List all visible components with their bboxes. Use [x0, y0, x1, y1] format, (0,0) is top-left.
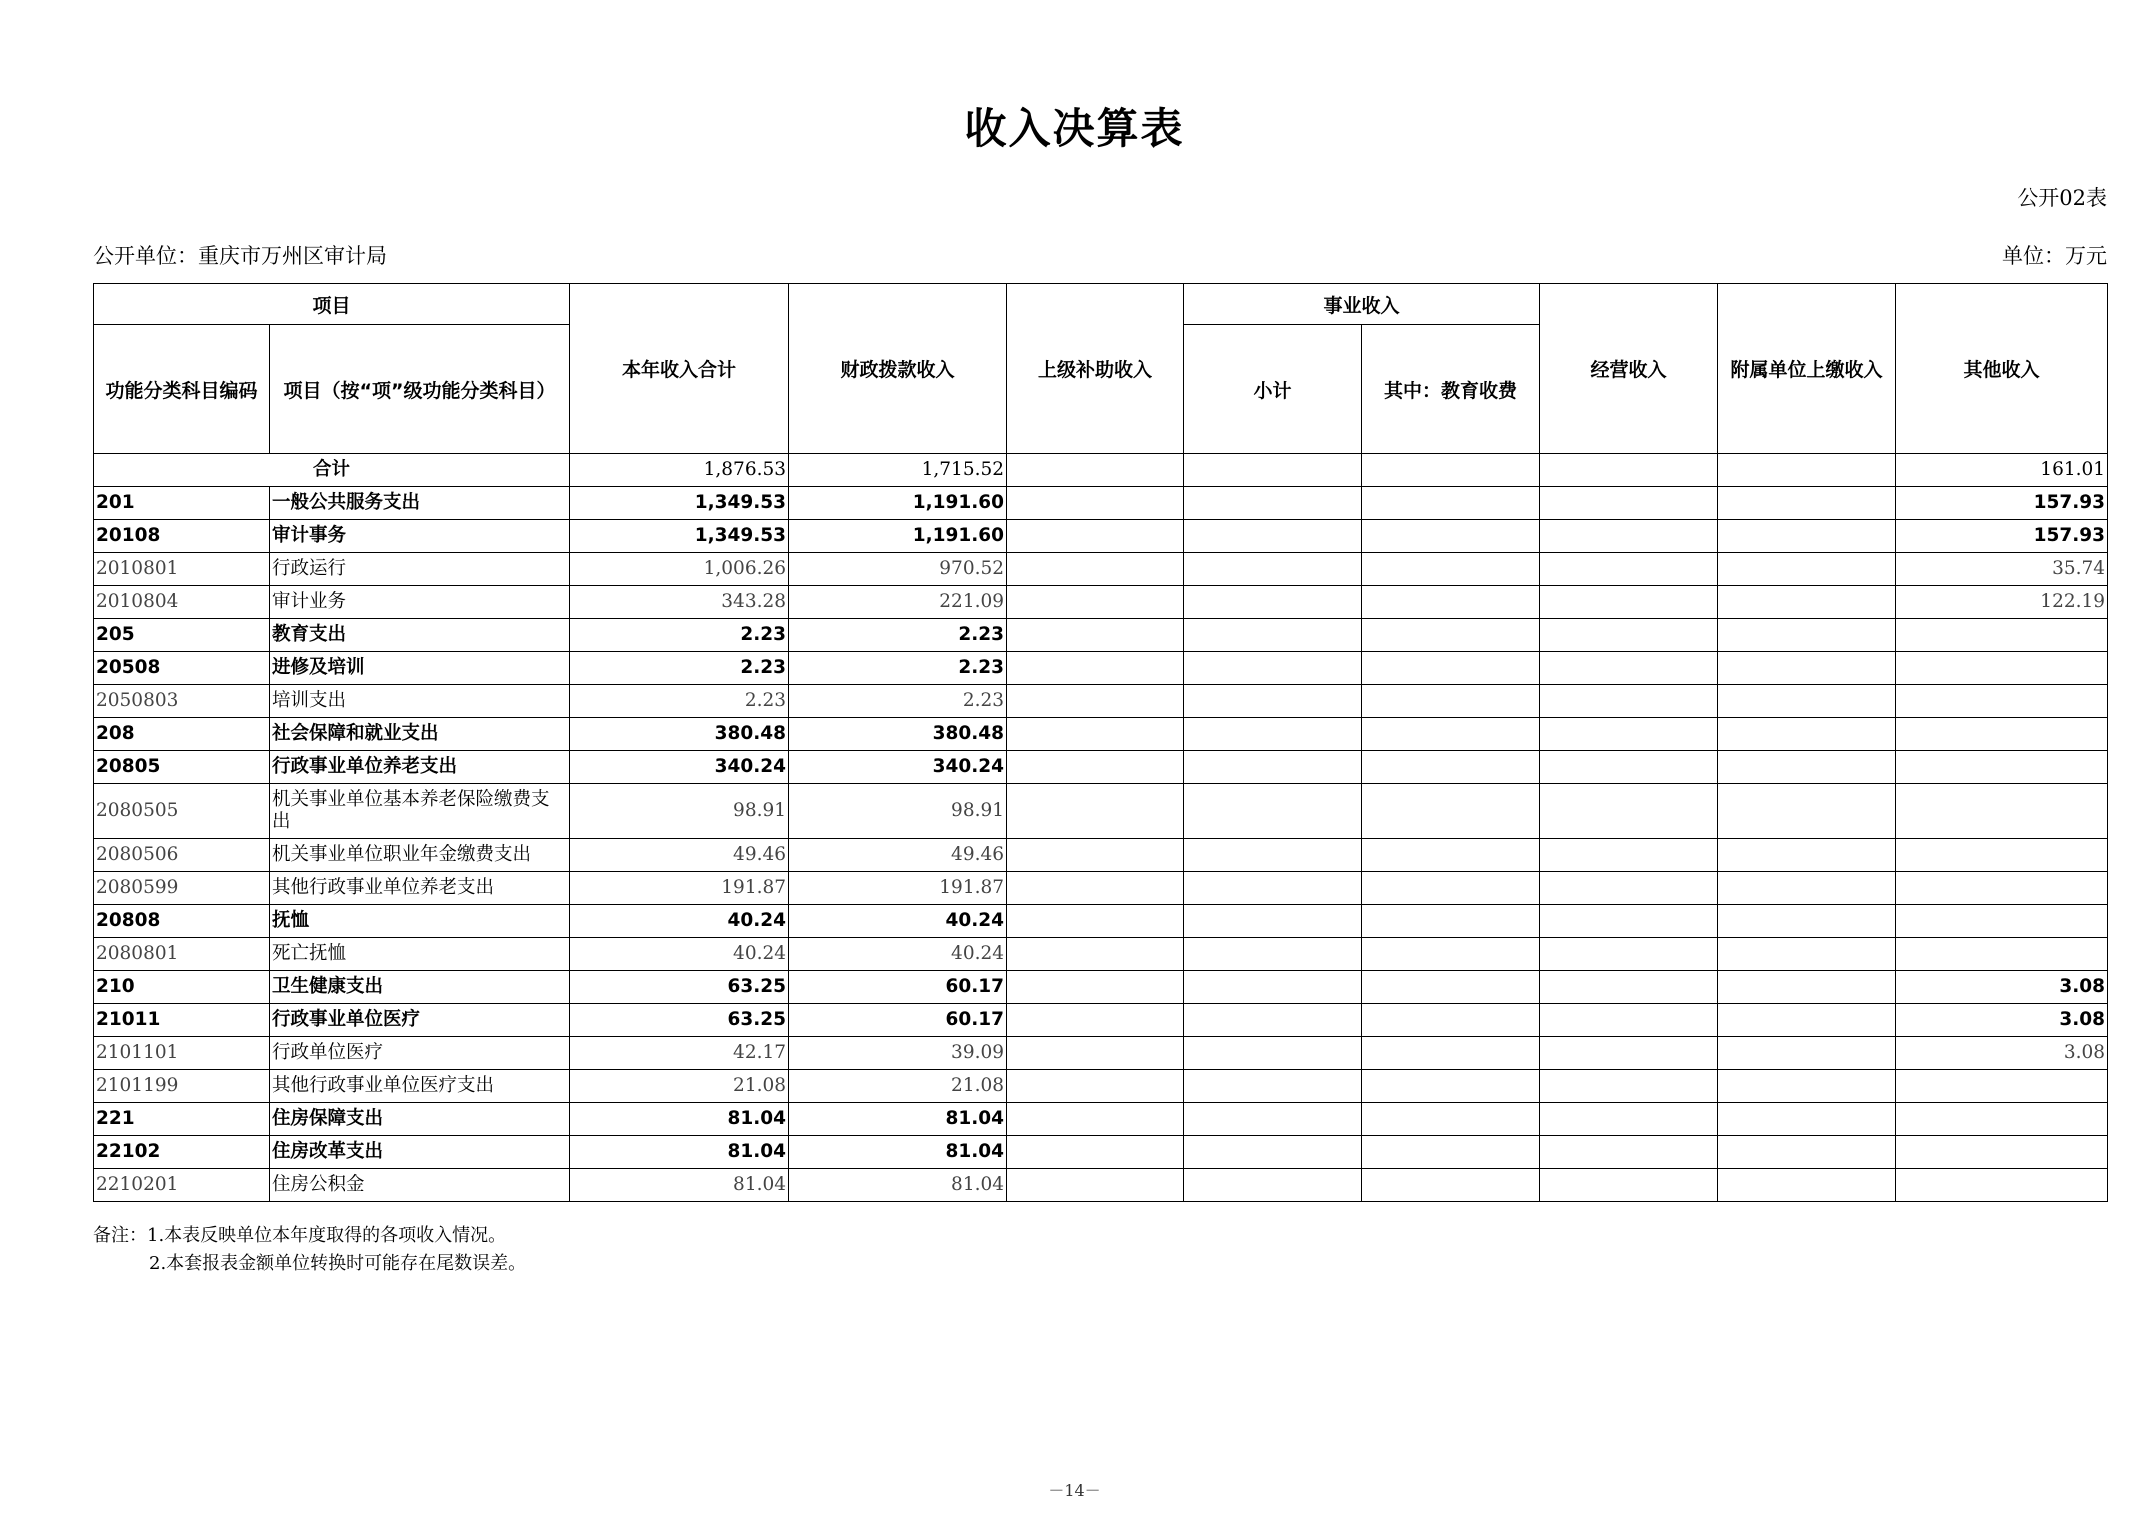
operating-income-cell: [1540, 652, 1718, 685]
education-fee-cell: [1362, 839, 1540, 872]
item-name-cell: 行政运行: [270, 553, 570, 586]
func-code-cell: 210: [94, 971, 270, 1004]
other-income-cell: [1896, 685, 2108, 718]
other-income-cell: [1896, 652, 2108, 685]
subtotal-cell: [1184, 971, 1362, 1004]
table-row: [94, 1136, 2108, 1169]
item-name-cell: 卫生健康支出: [270, 971, 570, 1004]
operating-income-cell: [1540, 971, 1718, 1004]
superior-subsidy-cell: [1007, 839, 1184, 872]
subtotal-cell: [1184, 1070, 1362, 1103]
table-row: [94, 487, 2108, 520]
table-row: [94, 784, 2108, 839]
education-fee-cell: [1362, 751, 1540, 784]
total-income-cell: 1,349.53: [570, 520, 789, 553]
fiscal-cell: 380.48: [789, 718, 1007, 751]
fiscal-cell: 81.04: [789, 1169, 1007, 1202]
total-education-cell: [1362, 454, 1540, 487]
superior-subsidy-cell: [1007, 487, 1184, 520]
func-code-cell: 2050803: [94, 685, 270, 718]
affiliated-cell: [1718, 685, 1896, 718]
subtotal-cell: [1184, 872, 1362, 905]
table-row: [94, 905, 2108, 938]
superior-subsidy-cell: [1007, 1169, 1184, 1202]
item-name-cell: 行政事业单位养老支出: [270, 751, 570, 784]
func-code-cell: 2210201: [94, 1169, 270, 1202]
education-fee-cell: [1362, 1103, 1540, 1136]
income-statement-table: [93, 283, 2108, 1202]
page-title: 收入决算表: [964, 104, 1185, 153]
total-operating-cell: [1540, 454, 1718, 487]
fiscal-cell: 1,191.60: [789, 520, 1007, 553]
table-row: [94, 971, 2108, 1004]
table-row: [94, 872, 2108, 905]
superior-subsidy-cell: [1007, 938, 1184, 971]
operating-income-cell: [1540, 905, 1718, 938]
education-fee-cell: [1362, 520, 1540, 553]
affiliated-cell: [1718, 1037, 1896, 1070]
fiscal-cell: 221.09: [789, 586, 1007, 619]
superior-subsidy-cell: [1007, 784, 1184, 839]
header-other-income: 其他收入: [1896, 284, 2108, 454]
total-superior-cell: [1007, 454, 1184, 487]
total-other-cell: 161.01: [1896, 454, 2108, 487]
affiliated-cell: [1718, 938, 1896, 971]
subtotal-cell: [1184, 520, 1362, 553]
table-row: [94, 586, 2108, 619]
page-number: －14－: [1048, 1481, 1101, 1500]
other-income-cell: [1896, 905, 2108, 938]
fiscal-cell: 39.09: [789, 1037, 1007, 1070]
table-row: [94, 553, 2108, 586]
func-code-cell: 22102: [94, 1136, 270, 1169]
fiscal-cell: 49.46: [789, 839, 1007, 872]
func-code-cell: 2080599: [94, 872, 270, 905]
item-name-cell: 机关事业单位基本养老保险缴费支出: [270, 784, 570, 839]
other-income-cell: 3.08: [1896, 971, 2108, 1004]
item-name-cell: 其他行政事业单位养老支出: [270, 872, 570, 905]
header-subtotal: 小计: [1184, 325, 1362, 454]
fiscal-cell: 2.23: [789, 619, 1007, 652]
operating-income-cell: [1540, 586, 1718, 619]
subtotal-cell: [1184, 487, 1362, 520]
form-number: 公开02表: [2017, 186, 2107, 210]
education-fee-cell: [1362, 938, 1540, 971]
fiscal-cell: 21.08: [789, 1070, 1007, 1103]
other-income-cell: [1896, 751, 2108, 784]
superior-subsidy-cell: [1007, 586, 1184, 619]
total-label: 合计: [94, 454, 570, 487]
func-code-cell: 2010801: [94, 553, 270, 586]
affiliated-cell: [1718, 1169, 1896, 1202]
fiscal-cell: 340.24: [789, 751, 1007, 784]
fiscal-cell: 2.23: [789, 685, 1007, 718]
header-func-code: 功能分类科目编码: [94, 325, 270, 454]
education-fee-cell: [1362, 553, 1540, 586]
fiscal-cell: 1,191.60: [789, 487, 1007, 520]
fiscal-cell: 40.24: [789, 938, 1007, 971]
total-subtotal-cell: [1184, 454, 1362, 487]
total-income-cell: 2.23: [570, 619, 789, 652]
education-fee-cell: [1362, 1136, 1540, 1169]
func-code-cell: 20108: [94, 520, 270, 553]
superior-subsidy-cell: [1007, 652, 1184, 685]
education-fee-cell: [1362, 872, 1540, 905]
education-fee-cell: [1362, 487, 1540, 520]
table-row: [94, 938, 2108, 971]
table-row: [94, 685, 2108, 718]
total-income-cell: 63.25: [570, 971, 789, 1004]
superior-subsidy-cell: [1007, 971, 1184, 1004]
subtotal-cell: [1184, 784, 1362, 839]
other-income-cell: [1896, 1169, 2108, 1202]
other-income-cell: [1896, 839, 2108, 872]
operating-income-cell: [1540, 839, 1718, 872]
subtotal-cell: [1184, 652, 1362, 685]
education-fee-cell: [1362, 1070, 1540, 1103]
affiliated-cell: [1718, 487, 1896, 520]
header-superior-subsidy: 上级补助收入: [1007, 284, 1184, 454]
total-income-cell: 63.25: [570, 1004, 789, 1037]
total-income-cell: 81.04: [570, 1136, 789, 1169]
total-income-cell: 1,006.26: [570, 553, 789, 586]
affiliated-cell: [1718, 619, 1896, 652]
subtotal-cell: [1184, 938, 1362, 971]
other-income-cell: [1896, 938, 2108, 971]
affiliated-cell: [1718, 586, 1896, 619]
item-name-cell: 一般公共服务支出: [270, 487, 570, 520]
total-income-cell: 81.04: [570, 1169, 789, 1202]
fiscal-cell: 970.52: [789, 553, 1007, 586]
operating-income-cell: [1540, 520, 1718, 553]
func-code-cell: 221: [94, 1103, 270, 1136]
education-fee-cell: [1362, 784, 1540, 839]
header-fiscal: 财政拨款收入: [789, 284, 1007, 454]
header-business-income: 事业收入: [1184, 284, 1540, 325]
superior-subsidy-cell: [1007, 751, 1184, 784]
item-name-cell: 审计业务: [270, 586, 570, 619]
operating-income-cell: [1540, 784, 1718, 839]
func-code-cell: 21011: [94, 1004, 270, 1037]
operating-income-cell: [1540, 553, 1718, 586]
education-fee-cell: [1362, 1037, 1540, 1070]
education-fee-cell: [1362, 718, 1540, 751]
table-row: [94, 751, 2108, 784]
table-row: [94, 619, 2108, 652]
item-name-cell: 行政事业单位医疗: [270, 1004, 570, 1037]
func-code-cell: 2080505: [94, 784, 270, 839]
subtotal-cell: [1184, 839, 1362, 872]
affiliated-cell: [1718, 718, 1896, 751]
fiscal-cell: 2.23: [789, 652, 1007, 685]
func-code-cell: 2080801: [94, 938, 270, 971]
subtotal-cell: [1184, 905, 1362, 938]
total-income-cell: 81.04: [570, 1103, 789, 1136]
table-row: [94, 1103, 2108, 1136]
total-income-cell: 42.17: [570, 1037, 789, 1070]
affiliated-cell: [1718, 971, 1896, 1004]
fiscal-cell: 81.04: [789, 1103, 1007, 1136]
operating-income-cell: [1540, 685, 1718, 718]
fiscal-cell: 60.17: [789, 1004, 1007, 1037]
other-income-cell: [1896, 784, 2108, 839]
education-fee-cell: [1362, 685, 1540, 718]
operating-income-cell: [1540, 1004, 1718, 1037]
footnote-1: 备注：1.本表反映单位本年度取得的各项收入情况。: [93, 1225, 507, 1246]
affiliated-cell: [1718, 553, 1896, 586]
superior-subsidy-cell: [1007, 1037, 1184, 1070]
education-fee-cell: [1362, 1169, 1540, 1202]
education-fee-cell: [1362, 586, 1540, 619]
total-income-cell: 1,349.53: [570, 487, 789, 520]
item-name-cell: 社会保障和就业支出: [270, 718, 570, 751]
superior-subsidy-cell: [1007, 905, 1184, 938]
reporting-unit: 公开单位：重庆市万州区审计局: [93, 244, 387, 268]
table-row: [94, 839, 2108, 872]
affiliated-cell: [1718, 1070, 1896, 1103]
item-name-cell: 进修及培训: [270, 652, 570, 685]
func-code-cell: 2101199: [94, 1070, 270, 1103]
superior-subsidy-cell: [1007, 553, 1184, 586]
operating-income-cell: [1540, 1070, 1718, 1103]
total-row: [94, 454, 2108, 487]
superior-subsidy-cell: [1007, 1070, 1184, 1103]
operating-income-cell: [1540, 1136, 1718, 1169]
affiliated-cell: [1718, 784, 1896, 839]
item-name-cell: 死亡抚恤: [270, 938, 570, 971]
table-row: [94, 1169, 2108, 1202]
other-income-cell: [1896, 1070, 2108, 1103]
total-income-cell: 343.28: [570, 586, 789, 619]
subtotal-cell: [1184, 1136, 1362, 1169]
fiscal-cell: 191.87: [789, 872, 1007, 905]
subtotal-cell: [1184, 718, 1362, 751]
superior-subsidy-cell: [1007, 619, 1184, 652]
fiscal-cell: 81.04: [789, 1136, 1007, 1169]
func-code-cell: 2080506: [94, 839, 270, 872]
affiliated-cell: [1718, 1136, 1896, 1169]
superior-subsidy-cell: [1007, 1103, 1184, 1136]
operating-income-cell: [1540, 872, 1718, 905]
currency-unit: 单位：万元: [2002, 244, 2107, 268]
subtotal-cell: [1184, 1169, 1362, 1202]
total-income-cell: 49.46: [570, 839, 789, 872]
func-code-cell: 2101101: [94, 1037, 270, 1070]
other-income-cell: [1896, 1103, 2108, 1136]
footnotes: [93, 1222, 526, 1278]
item-name-cell: 住房改革支出: [270, 1136, 570, 1169]
affiliated-cell: [1718, 1004, 1896, 1037]
total-income-cell: 40.24: [570, 905, 789, 938]
operating-income-cell: [1540, 619, 1718, 652]
total-income-cell: 2.23: [570, 685, 789, 718]
affiliated-cell: [1718, 652, 1896, 685]
total-fiscal-cell: 1,715.52: [789, 454, 1007, 487]
total-income-cell: 340.24: [570, 751, 789, 784]
total-income-cell: 1,876.53: [570, 454, 789, 487]
subtotal-cell: [1184, 1004, 1362, 1037]
affiliated-cell: [1718, 520, 1896, 553]
other-income-cell: [1896, 1136, 2108, 1169]
education-fee-cell: [1362, 619, 1540, 652]
education-fee-cell: [1362, 971, 1540, 1004]
total-affiliated-cell: [1718, 454, 1896, 487]
item-name-cell: 审计事务: [270, 520, 570, 553]
func-code-cell: 208: [94, 718, 270, 751]
subtotal-cell: [1184, 553, 1362, 586]
other-income-cell: 122.19: [1896, 586, 2108, 619]
other-income-cell: 35.74: [1896, 553, 2108, 586]
other-income-cell: 157.93: [1896, 487, 2108, 520]
affiliated-cell: [1718, 872, 1896, 905]
item-name-cell: 培训支出: [270, 685, 570, 718]
table-row: [94, 1037, 2108, 1070]
education-fee-cell: [1362, 905, 1540, 938]
education-fee-cell: [1362, 652, 1540, 685]
total-income-cell: 98.91: [570, 784, 789, 839]
operating-income-cell: [1540, 751, 1718, 784]
total-income-cell: 21.08: [570, 1070, 789, 1103]
total-income-cell: 2.23: [570, 652, 789, 685]
fiscal-cell: 60.17: [789, 971, 1007, 1004]
header-item-name: 项目（按“项”级功能分类科目）: [270, 325, 570, 454]
table-row: [94, 1070, 2108, 1103]
func-code-cell: 20508: [94, 652, 270, 685]
superior-subsidy-cell: [1007, 520, 1184, 553]
other-income-cell: 3.08: [1896, 1004, 2108, 1037]
item-name-cell: 其他行政事业单位医疗支出: [270, 1070, 570, 1103]
item-name-cell: 教育支出: [270, 619, 570, 652]
item-name-cell: 住房保障支出: [270, 1103, 570, 1136]
subtotal-cell: [1184, 1037, 1362, 1070]
other-income-cell: 157.93: [1896, 520, 2108, 553]
subtotal-cell: [1184, 751, 1362, 784]
education-fee-cell: [1362, 1004, 1540, 1037]
table-row: [94, 718, 2108, 751]
footnote-2: 2.本套报表金额单位转换时可能存在尾数误差。: [149, 1253, 527, 1274]
operating-income-cell: [1540, 718, 1718, 751]
total-income-cell: 191.87: [570, 872, 789, 905]
table-row: [94, 652, 2108, 685]
subtotal-cell: [1184, 685, 1362, 718]
superior-subsidy-cell: [1007, 1004, 1184, 1037]
other-income-cell: [1896, 718, 2108, 751]
header-operating-income: 经营收入: [1540, 284, 1718, 454]
fiscal-cell: 40.24: [789, 905, 1007, 938]
item-name-cell: 机关事业单位职业年金缴费支出: [270, 839, 570, 872]
superior-subsidy-cell: [1007, 718, 1184, 751]
item-name-cell: 行政单位医疗: [270, 1037, 570, 1070]
subtotal-cell: [1184, 619, 1362, 652]
fiscal-cell: 98.91: [789, 784, 1007, 839]
operating-income-cell: [1540, 1103, 1718, 1136]
other-income-cell: 3.08: [1896, 1037, 2108, 1070]
header-education-fee: 其中：教育收费: [1362, 325, 1540, 454]
item-name-cell: 住房公积金: [270, 1169, 570, 1202]
affiliated-cell: [1718, 905, 1896, 938]
table-row: [94, 1004, 2108, 1037]
total-income-cell: 380.48: [570, 718, 789, 751]
other-income-cell: [1896, 619, 2108, 652]
func-code-cell: 20805: [94, 751, 270, 784]
func-code-cell: 201: [94, 487, 270, 520]
total-income-cell: 40.24: [570, 938, 789, 971]
subtotal-cell: [1184, 586, 1362, 619]
affiliated-cell: [1718, 751, 1896, 784]
affiliated-cell: [1718, 1103, 1896, 1136]
other-income-cell: [1896, 872, 2108, 905]
operating-income-cell: [1540, 487, 1718, 520]
func-code-cell: 20808: [94, 905, 270, 938]
superior-subsidy-cell: [1007, 872, 1184, 905]
operating-income-cell: [1540, 938, 1718, 971]
func-code-cell: 2010804: [94, 586, 270, 619]
operating-income-cell: [1540, 1037, 1718, 1070]
header-project: 项目: [94, 284, 570, 325]
operating-income-cell: [1540, 1169, 1718, 1202]
item-name-cell: 抚恤: [270, 905, 570, 938]
subtotal-cell: [1184, 1103, 1362, 1136]
affiliated-cell: [1718, 839, 1896, 872]
func-code-cell: 205: [94, 619, 270, 652]
table-row: [94, 520, 2108, 553]
header-total-income: 本年收入合计: [570, 284, 789, 454]
header-affiliated: 附属单位上缴收入: [1718, 284, 1896, 454]
superior-subsidy-cell: [1007, 685, 1184, 718]
superior-subsidy-cell: [1007, 1136, 1184, 1169]
